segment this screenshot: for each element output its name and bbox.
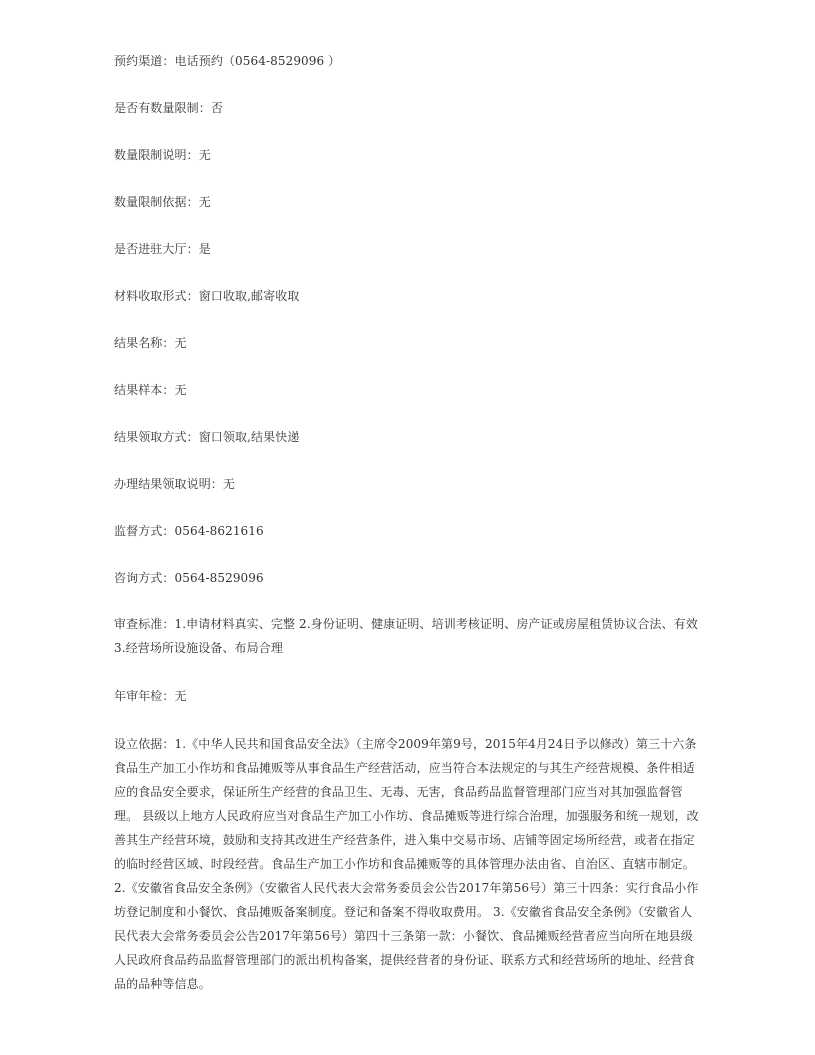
field-annual-review — [114, 684, 700, 708]
field-legal-basis — [114, 732, 700, 996]
field-result-name — [114, 331, 700, 355]
field-value: 0564-8621616 — [174, 524, 264, 538]
field-label: 材料收取形式： — [114, 289, 199, 303]
field-value: 无 — [174, 383, 187, 397]
field-value: 0564-8529096 — [174, 571, 264, 585]
field-label: 年审年检： — [114, 689, 175, 703]
field-label: 审查标准： — [114, 617, 175, 631]
field-label: 数量限制依据： — [114, 195, 199, 209]
field-value: 窗口收取,邮寄收取 — [198, 289, 300, 303]
field-quantity-limit-basis — [114, 190, 700, 214]
field-review-standard — [114, 612, 700, 660]
field-label: 监督方式： — [114, 524, 175, 538]
field-value: 否 — [210, 101, 223, 115]
field-result-pickup-note — [114, 472, 700, 496]
field-label: 是否有数量限制： — [114, 101, 211, 115]
field-value: 无 — [198, 195, 211, 209]
field-value: 1.申请材料真实、完整 2.身份证明、健康证明、培训考核证明、房产证或房屋租赁协议合法、有效 3.经营场所设施设备、布局合理 — [114, 617, 698, 655]
field-value: 无 — [174, 689, 187, 703]
field-value: 是 — [198, 242, 211, 256]
field-material-collection — [114, 284, 700, 308]
field-quantity-limit-description — [114, 143, 700, 167]
field-supervision-contact — [114, 519, 700, 543]
field-label: 结果领取方式： — [114, 430, 199, 444]
field-consultation-contact — [114, 566, 700, 590]
field-label: 结果名称： — [114, 336, 175, 350]
field-value: 无 — [174, 336, 187, 350]
field-value: 无 — [222, 477, 236, 491]
field-result-sample — [114, 378, 700, 402]
field-value: 电话预约（0564-8529096 ） — [174, 54, 341, 68]
field-label: 设立依据： — [114, 737, 175, 751]
field-label: 是否进驻大厅： — [114, 242, 199, 256]
field-label: 结果样本： — [114, 383, 175, 397]
field-label: 办理结果领取说明： — [114, 477, 223, 491]
field-label: 数量限制说明： — [114, 148, 199, 162]
field-label: 预约渠道： — [114, 54, 175, 68]
field-appointment-channel — [114, 49, 700, 73]
field-in-service-hall — [114, 237, 700, 261]
field-quantity-limit — [114, 96, 700, 120]
field-label: 咨询方式： — [114, 571, 175, 585]
field-value: 1.《中华人民共和国食品安全法》（主席令2009年第9号，2015年4月24日予以修改）第三十六条食品生产加工小作坊和食品摊贩等从事食品生产经营活动，应当符合本法规定的与其生产经营规模、条件相适应的食品安全要求，保证所生产经营的食品卫生、无毒、无害，食品药品监督管理部门应当对其加强监督管理。 县级以上地方人民政府应当对食品生产加工小作坊、食品摊贩等进行综合治理，加强服务和统一规划，改善其生产经营环境，鼓励和支持其改进生产经营条件，进入集中交易市场、店铺等固定场所经营，或者在指定的临时经营区域、时段经营。食品生产加工小作坊和食品摊贩等的具体管理办法由省、自治区、直辖市制定。 2.《安徽省食品安全条例》（安徽省人民代表大会常务委员会公告2017年第56号）第三十四条：实行食品小作坊登记制度和小餐饮、食品摊贩备案制度。登记和备案不得收取费用。 3.《安徽省食品安全条例》（安徽省人民代表大会常务委员会公告2017年第56号）第四十三条第一款：小餐饮、食品摊贩经营者应当向所在地县级人民政府食品药品监督管理部门的派出机构备案，提供经营者的身份证、联系方式和经营场所的地址、经营食品的品种等信息。 — [114, 737, 699, 991]
field-value: 无 — [198, 148, 211, 162]
field-result-pickup-method — [114, 425, 700, 449]
field-value: 窗口领取,结果快递 — [198, 430, 300, 444]
